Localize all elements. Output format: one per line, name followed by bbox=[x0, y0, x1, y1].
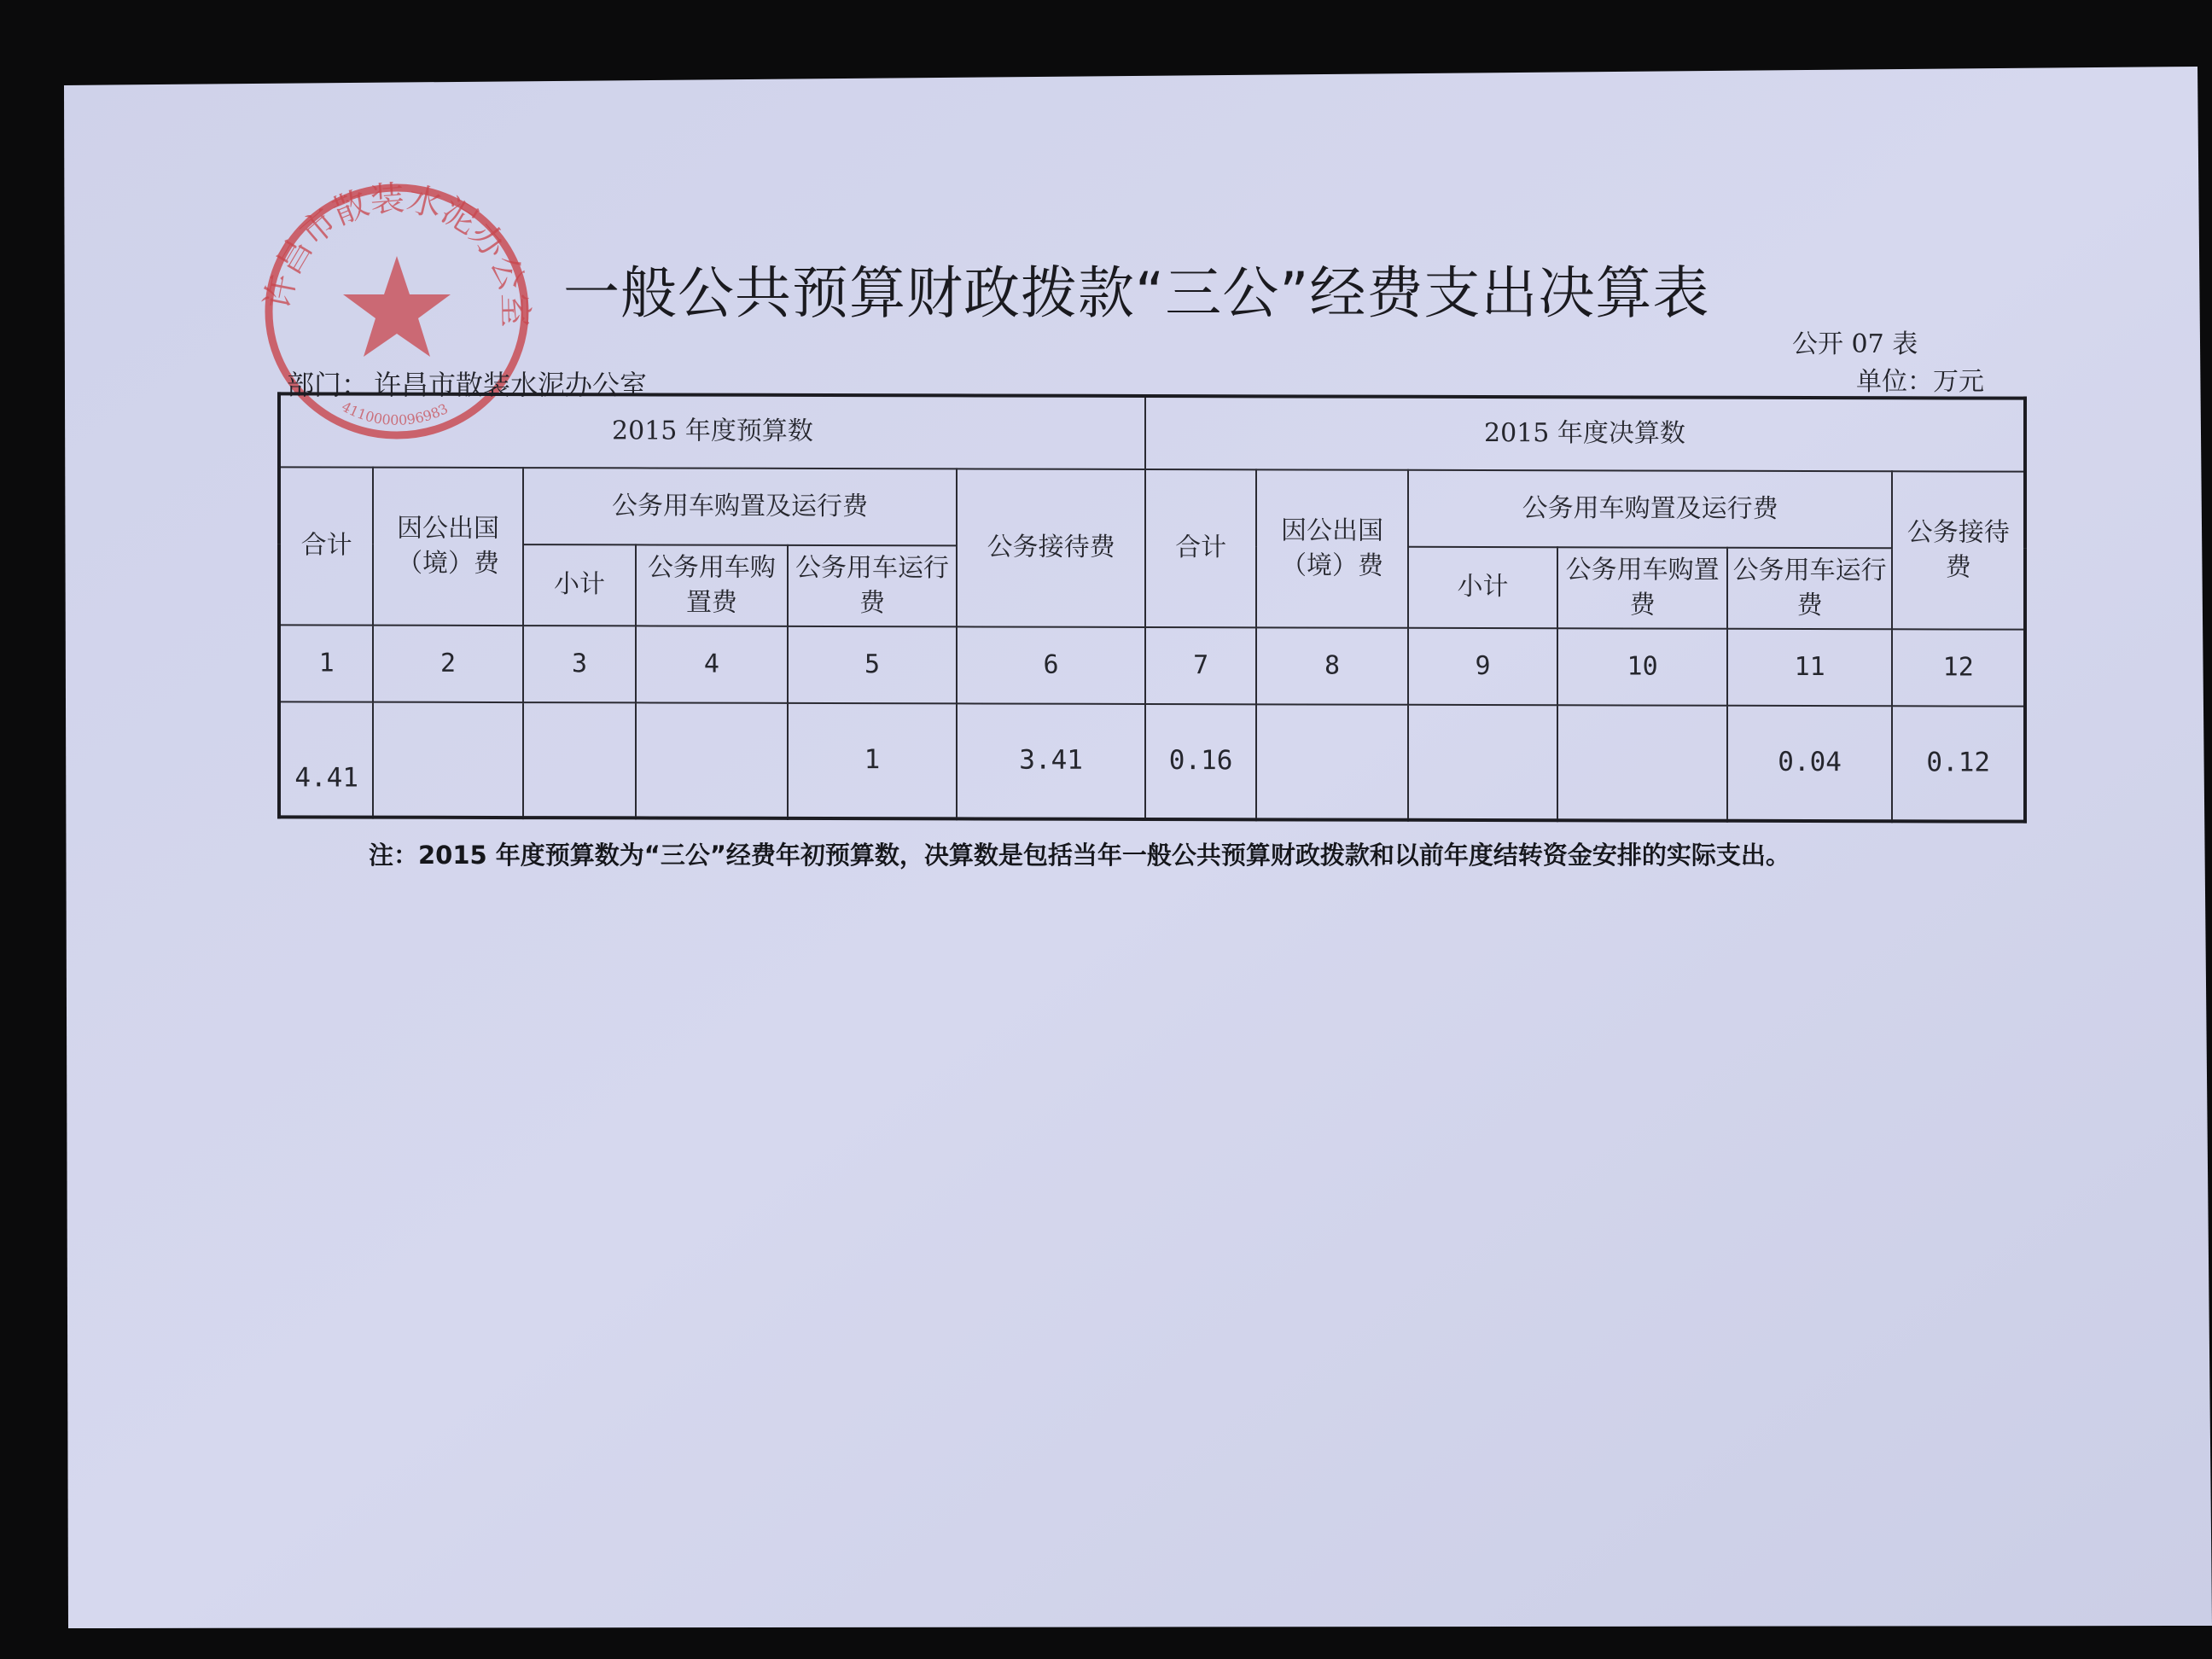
index-cell: 6 bbox=[957, 626, 1145, 704]
index-cell: 4 bbox=[636, 626, 788, 702]
index-cell: 5 bbox=[788, 626, 958, 704]
header-budget-vehicle: 公务用车购置及运行费 bbox=[523, 468, 957, 545]
value-final-running: 0.04 bbox=[1727, 706, 1893, 822]
header-final-total: 合计 bbox=[1145, 469, 1256, 627]
header-budget-subtotal: 小计 bbox=[523, 544, 636, 626]
header-budget-abroad: 因公出国（境）费 bbox=[373, 468, 523, 626]
index-cell: 12 bbox=[1892, 629, 2025, 706]
header-budget-purchase: 公务用车购置费 bbox=[636, 544, 788, 626]
document-title: 一般公共预算财政拨款“三公”经费支出决算表 bbox=[563, 260, 1710, 326]
index-cell: 9 bbox=[1408, 628, 1558, 705]
index-row bbox=[279, 625, 2025, 706]
value-budget-total: 4.41 bbox=[279, 701, 373, 817]
value-final-reception: 0.12 bbox=[1892, 706, 2025, 821]
unit-label: 单位：万元 bbox=[1856, 367, 1984, 397]
header-budget-total: 合计 bbox=[279, 467, 373, 625]
form-code: 公开 07 表 bbox=[1792, 329, 1918, 359]
expense-table-container bbox=[277, 392, 2027, 823]
header-budget-reception: 公务接待费 bbox=[957, 469, 1145, 627]
seal-code: 4110000096983 bbox=[339, 398, 451, 428]
value-final-subtotal bbox=[1408, 705, 1558, 820]
index-cell: 2 bbox=[373, 626, 523, 702]
header-budget-running: 公务用车运行费 bbox=[788, 545, 958, 627]
header-final-vehicle: 公务用车购置及运行费 bbox=[1408, 470, 1893, 548]
group-budget-header: 2015 年度预算数 bbox=[279, 393, 1145, 469]
data-row bbox=[279, 701, 2025, 821]
header-final-purchase: 公务用车购置费 bbox=[1557, 547, 1727, 629]
department-name: 许昌市散装水泥办公室 bbox=[374, 369, 648, 401]
group-final-header: 2015 年度决算数 bbox=[1145, 396, 2025, 472]
value-final-total: 0.16 bbox=[1145, 704, 1256, 819]
value-budget-purchase bbox=[636, 702, 788, 818]
index-cell: 3 bbox=[523, 626, 636, 702]
value-budget-subtotal bbox=[523, 702, 636, 818]
value-final-abroad bbox=[1256, 704, 1408, 819]
footnote: 注：2015 年度预算数为“三公”经费年初预算数，决算数是包括当年一般公共预算财政拨款和以前年度结转资金安排的实际支出。 bbox=[369, 841, 1790, 870]
value-budget-abroad bbox=[373, 702, 523, 818]
header-final-abroad: 因公出国（境）费 bbox=[1256, 469, 1408, 627]
group-header-row bbox=[279, 393, 2025, 471]
index-cell: 10 bbox=[1557, 628, 1727, 706]
index-cell: 11 bbox=[1727, 629, 1893, 707]
column-header-row-1 bbox=[279, 467, 2025, 548]
index-cell: 1 bbox=[279, 625, 373, 701]
department-label: 部门： bbox=[287, 369, 370, 401]
value-budget-reception: 3.41 bbox=[957, 703, 1145, 819]
index-cell: 7 bbox=[1145, 627, 1256, 704]
header-final-running: 公务用车运行费 bbox=[1727, 548, 1893, 630]
seal-text: 许昌市散装水泥办公室 bbox=[258, 178, 535, 329]
expense-table bbox=[277, 392, 2027, 823]
index-cell: 8 bbox=[1256, 627, 1408, 704]
value-final-purchase bbox=[1557, 705, 1727, 821]
header-final-subtotal: 小计 bbox=[1408, 547, 1558, 628]
value-budget-running: 1 bbox=[788, 703, 958, 819]
header-final-reception: 公务接待费 bbox=[1892, 471, 2025, 629]
